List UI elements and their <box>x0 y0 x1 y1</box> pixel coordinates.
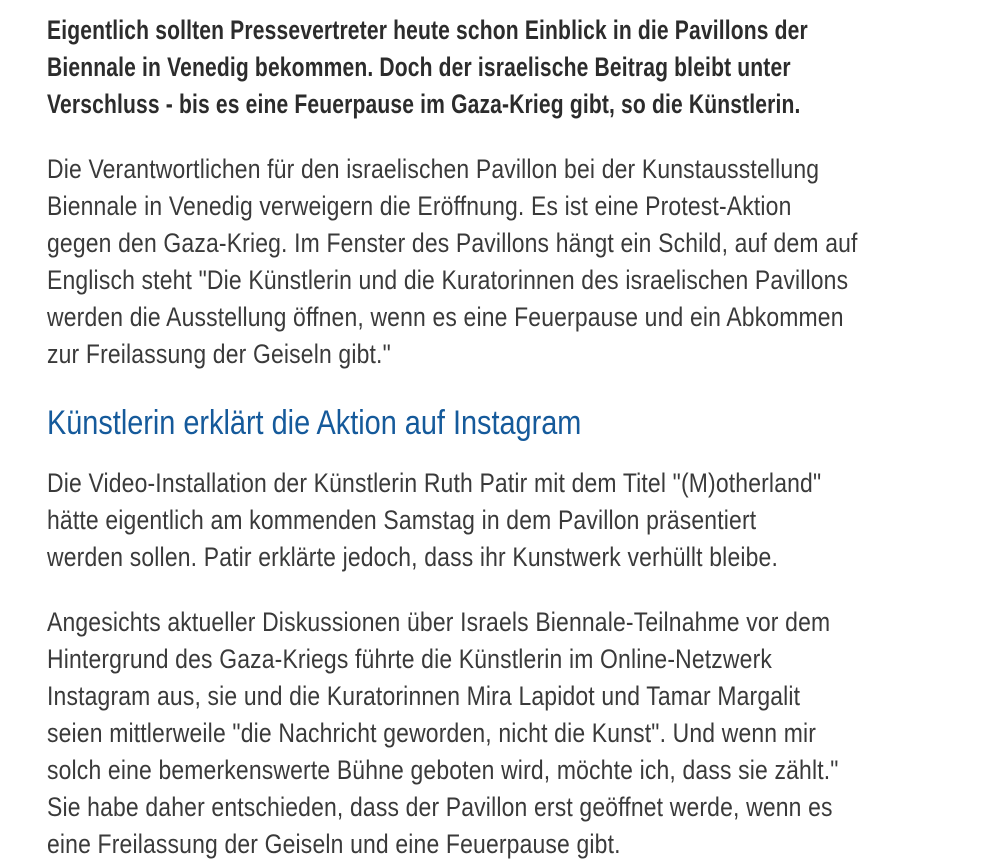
text-line: werden sollen. Patir erklärte jedoch, dass ihr Kunstwerk verhüllt bleibe. <box>47 542 779 572</box>
text-line: Biennale in Venedig verweigern die Eröffnung. Es ist eine Protest-Aktion <box>47 191 792 221</box>
text-line: hätte eigentlich am kommenden Samstag in dem Pavillon präsentiert <box>47 505 757 535</box>
article-paragraph-1 <box>47 151 858 373</box>
text-line: gegen den Gaza-Krieg. Im Fenster des Pavillons hängt ein Schild, auf dem auf <box>47 228 858 258</box>
text-line: Sie habe daher entschieden, dass der Pavillon erst geöffnet werde, wenn es <box>47 792 833 822</box>
text-line: zur Freilassung der Geiseln gibt." <box>47 339 391 369</box>
article-paragraph-2 <box>47 465 821 576</box>
text-line: eine Freilassung der Geiseln und eine Feuerpause gibt. <box>47 829 621 859</box>
text-line: Angesichts aktueller Diskussionen über Israels Biennale-Teilnahme vor dem <box>47 607 831 637</box>
text-line: Die Verantwortlichen für den israelischen Pavillon bei der Kunstausstellung <box>47 154 820 184</box>
article-lead <box>47 12 808 123</box>
text-line: Die Video-Installation der Künstlerin Ruth Patir mit dem Titel "(M)otherland" <box>47 468 822 498</box>
lead-line: Eigentlich sollten Pressevertreter heute schon Einblick in die Pavillons der <box>47 15 808 45</box>
lead-line: Verschluss - bis es eine Feuerpause im Gaza-Krieg gibt, so die Künstlerin. <box>47 89 801 119</box>
text-line: seien mittlerweile "die Nachricht geworden, nicht die Kunst". Und wenn mir <box>47 718 817 748</box>
text-line: Englisch steht "Die Künstlerin und die Kuratorinnen des israelischen Pavillons <box>47 265 849 295</box>
article-paragraph-3 <box>47 604 839 862</box>
text-line: Hintergrund des Gaza-Kriegs führte die Künstlerin im Online-Netzwerk <box>47 644 773 674</box>
lead-line: Biennale in Venedig bekommen. Doch der israelische Beitrag bleibt unter <box>47 52 791 82</box>
text-line: solch eine bemerkenswerte Bühne geboten wird, möchte ich, dass sie zählt." <box>47 755 839 785</box>
text-line: Instagram aus, sie und die Kuratorinnen Mira Lapidot und Tamar Margalit <box>47 681 801 711</box>
text-line: werden die Ausstellung öffnen, wenn es eine Feuerpause und ein Abkommen <box>47 302 844 332</box>
article-subheading: Künstlerin erklärt die Aktion auf Instagram <box>47 404 582 442</box>
